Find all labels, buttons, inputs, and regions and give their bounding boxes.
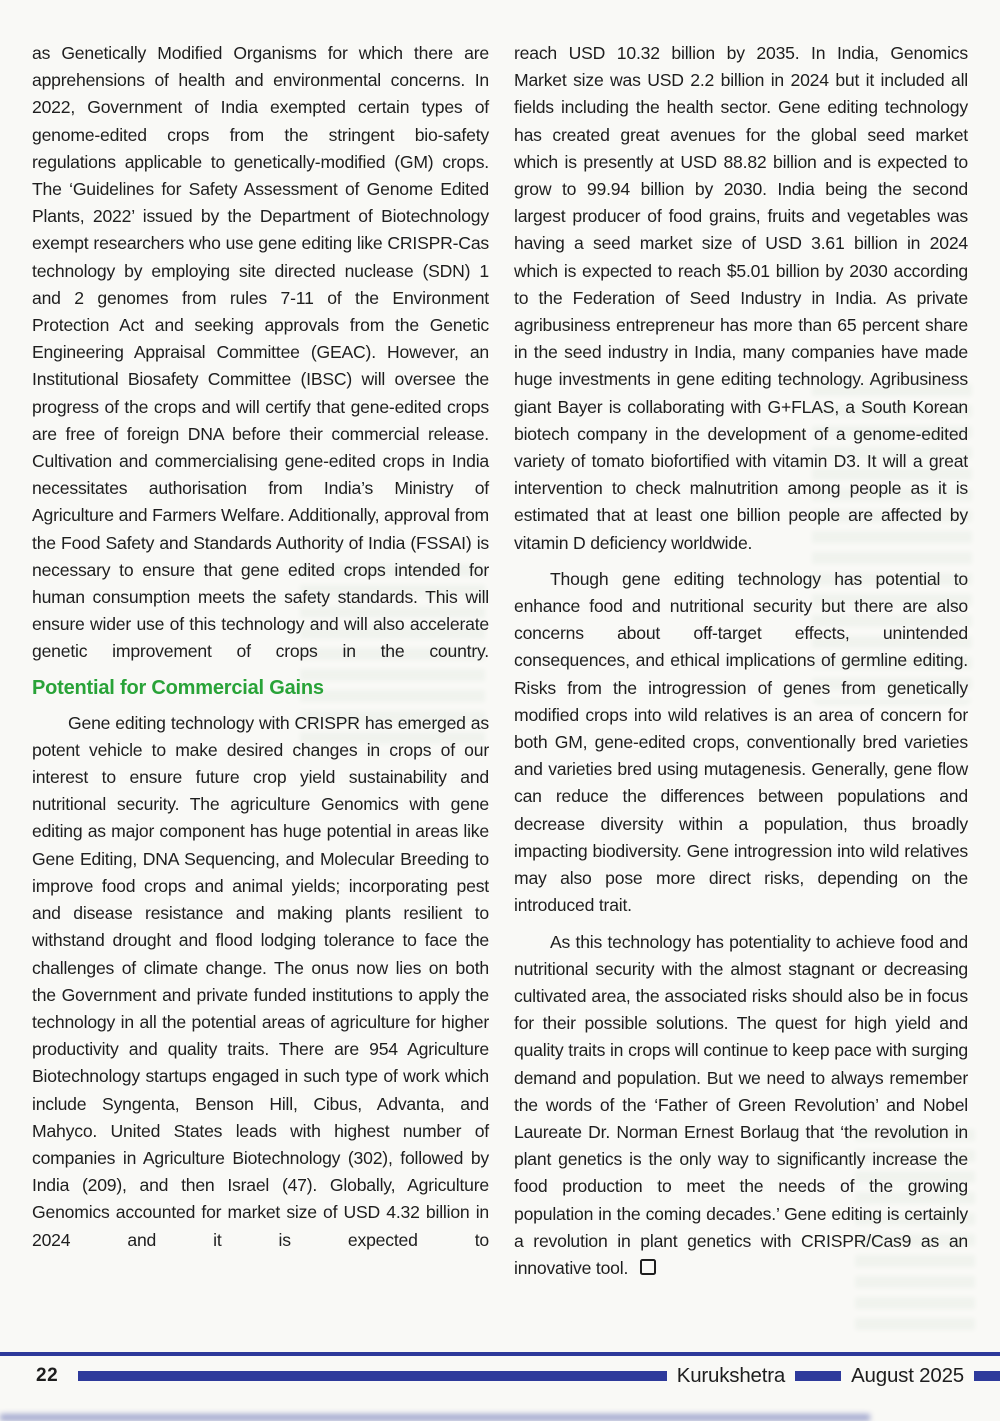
article-body [32,40,968,1291]
footer-rule [0,1352,1000,1356]
paragraph-market-size: reach USD 10.32 billion by 2035. In India, Genomics Market size was USD 2.2 billion in 2024 but it included all fields including the health sector. Gene editing technology has created great avenues for the global seed market which is presently at USD 88.82 billion and is expected to grow to 99.94 billion by 2030. India being the second largest producer of food grains, fruits and vegetables was having a seed market size of USD 3.61 billion in 2024 which is expected to reach $5.01 billion by 2030 according to the Federation of Seed Industry in India. As private agribusiness entrepreneur has more than 65 percent share in the seed industry in India, many companies have made huge investments in gene editing technology. Agribusiness giant Bayer is collaborating with G+FLAS, a South Korean biotech company in the development of a genome-edited variety of tomato biofortified with vitamin D3. It will a great intervention to check malnutrition among people as it is estimated that at least one billion people are affected by vitamin D deficiency worldwide. [514,43,968,553]
end-of-article-icon [640,1259,656,1275]
paragraph-commercial-gains: Gene editing technology with CRISPR has emerged as potent vehicle to make desired changes in crops of our interest to ensure future crop yield sustainability and nutritional security. The agriculture Genomics with gene editing as major component has huge potential in areas like Gene Editing, DNA Sequencing, and Molecular Breeding to improve food crops and animal yields; incorporating pest and disease resistance and making plants resilient to withstand drought and flood lodging tolerance to face the challenges of climate change. The onus now lies on both the Government and private funded institutions to apply the technology in all the potential areas of agriculture for higher productivity and quality traits. There are 954 Agriculture Biotechnology startups engaged in such type of work which include Syngenta, Benson Hill, Cibus, Advanta, and Mahyco. United States leads with highest number of companies in Agriculture Biotechnology (302), followed by India (209), and then Israel (47). Globally, Agriculture Genomics accounted for market size of USD 4.32 billion in 2024 and it is expected to [32,712,489,1250]
page-footer [0,1352,1000,1389]
right-column [514,40,968,1291]
paragraph-gm-regulation: as Genetically Modified Organisms for which there are apprehensions of health and environmental concerns. In 2022, Government of India exempted certain types of genome-edited crops from the stringent bio-safety regulations applicable to genetically-modified (GM) crops. The ‘Guidelines for Safety Assessment of Genome Edited Plants, 2022’ issued by the Department of Biotechnology exempt researchers who use gene editing like CRISPR-Cas technology by employing site directed nuclease (SDN) 1 and 2 genomes from rules 7-11 of the Environment Protection Act and seeking approvals from the Genetic Engineering Appraisal Committee (GEAC). However, an Institutional Biosafety Committee (IBSC) will oversee the progress of the crops and will certify that gene-edited crops are free of foreign DNA before their commercial release. Cultivation and commercialising gene-edited crops in India necessitates authorisation from India’s Ministry of Agriculture and Farmers Welfare. Additionally, approval from the Food Safety and Standards Authority of India (FSSAI) is necessary to ensure that gene edited crops intended for human consumption meets the safety standards. This will ensure wider use of this technology and will also accelerate genetic improvement of crops in the country. [32,43,489,662]
footer-bar-end [974,1371,1000,1381]
left-column [32,40,489,1291]
paragraph-conclusion [514,929,968,1283]
magazine-title: Kurukshetra [676,1364,786,1387]
footer-bar-mid [795,1371,841,1381]
page-number: 22 [36,1365,59,1386]
section-heading-commercial-gains: Potential for Commercial Gains [32,676,324,699]
paragraph-risks: Though gene editing technology has potential to enhance food and nutritional security but there are also concerns about off-target effects, unintended consequences, and ethical implications of germline editing. Risks from the introgression of genes from genetically modified crops into wild relatives is an area of concern for both GM, gene-edited crops, conventionally bred varieties and varieties bred using mutagenesis. Generally, gene flow can reduce the differences between populations and decrease diversity within a population, thus broadly impacting biodiversity. Gene introgression into wild relatives may also pose more direct risks, depending on the introduced trait. [514,568,968,916]
paragraph-conclusion-text: As this technology has potentiality to achieve food and nutritional security with the almost stagnant or decreasing cultivated area, the associated risks should also be in focus for their possible solutions. The quest for high yield and quality traits in crops will continue to keep pace with surging demand and population. But we need to always remember the words of the ‘Father of Green Revolution’ and Nobel Laureate Dr. Norman Ernest Borlaug that ‘the revolution in plant genetics is the only way to significantly increase the food production to meet the needs of the growing population in the coming decades.’ Gene editing is certainly a revolution in plant genetics with CRISPR/Cas9 as an innovative tool. [514,931,968,1278]
scan-edge-artifact [0,1414,870,1421]
issue-date: August 2025 [851,1364,964,1387]
footer-row [0,1363,1000,1389]
footer-bar-long [78,1371,667,1381]
